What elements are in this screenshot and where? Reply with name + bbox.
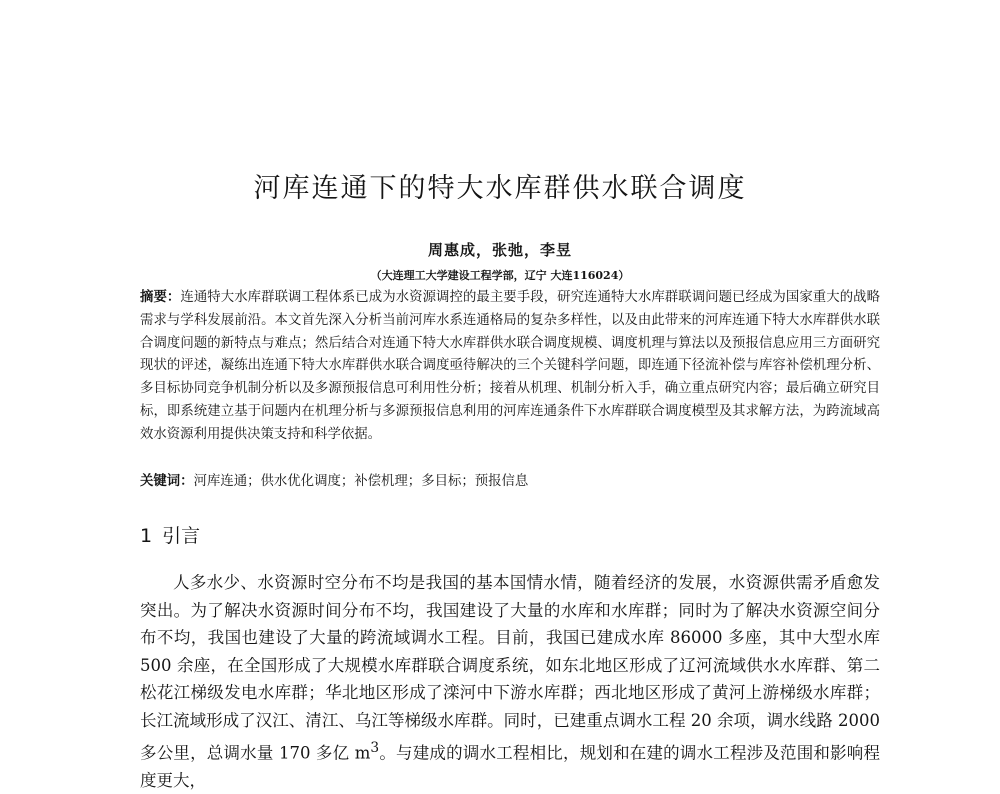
abstract (140, 286, 880, 447)
section-title: 引言 (162, 525, 201, 547)
keywords (140, 470, 880, 493)
affiliation: （大连理工大学建设工程学部，辽宁 大连116024） (370, 269, 630, 282)
body-paragraph (140, 569, 880, 794)
abstract-text: 连通特大水库群联调工程体系已成为水资源调控的最主要手段，研究连通特大水库群联调问题已经成为国家重大的战略需求与学科发展前沿。本文首先深入分析当前河库水系连通格局的复杂多样性，以及由此带来的河库连通下特大水库群供水联合调度问题的新特点与难点；然后结合对连通下特大水库群供水联合调度规模、调度机理与算法以及预报信息应用三方面研究现状的评述，凝练出连通下特大水库群供水联合调度亟待解决的三个关键科学问题，即连通下径流补偿与库容补偿机理分析、多目标协同竞争机制分析以及多源预报信息可利用性分析；接着从机理、机制分析入手，确立重点研究内容；最后确立研究目标，即系统建立基于问题内在机理分析与多源预报信息利用的河库连通条件下水库群联合调度模型及其求解方法，为跨流域高效水资源利用提供决策支持和科学依据。 (140, 290, 881, 442)
body-superscript: 3 (370, 739, 380, 756)
section-number: 1 (140, 525, 153, 547)
abstract-label: 摘要： (140, 289, 181, 305)
keywords-label: 关键词： (140, 473, 194, 489)
body-text-part2: 。与建成的调水工程相比，规划和在建的调水工程涉及范围和影响程度更大， (140, 743, 880, 790)
paper-title: 河库连通下的特大水库群供水联合调度 (253, 173, 747, 204)
authors: 周惠成，张弛，李昱 (427, 241, 572, 259)
keywords-text: 河库连通；供水优化调度；补偿机理；多目标；预报信息 (193, 474, 529, 489)
body-text-part1: 人多水少、水资源时空分布不均是我国的基本国情水情，随着经济的发展，水资源供需矛盾愈发突出。为了解决水资源时间分布不均，我国建设了大量的水库和水库群；同时为了解决水资源空间分布不均，我国也建设了大量的跨流域调水工程。目前，我国已建成水库 86000 多座，其中大型水库 500 余座，在全国形成了大规模水库群联合调度系统，如东北地区形成了辽河流域供水水库群、第二松花江梯级发电水库群；华北地区形成了滦河中下游水库群；西北地区形成了黄河上游梯级水库群；长江流域形成了汉江、清江、乌江等梯级水库群。同时，已建重点调水工程 20 余项，调水线路 2000 多公里，总调水量 170 多亿 m (140, 573, 880, 763)
section-heading (140, 521, 200, 548)
